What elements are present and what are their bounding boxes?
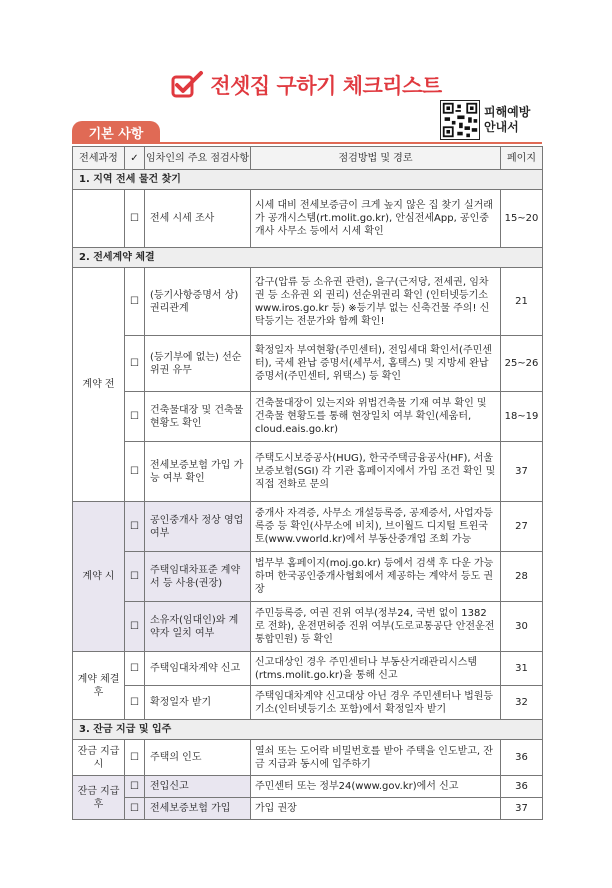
qr-label-line2: 안내서 [484, 120, 519, 134]
table-row [73, 190, 543, 248]
page-cell: 32 [501, 686, 543, 720]
table-row [73, 268, 543, 336]
row-checkbox[interactable]: ☐ [125, 268, 145, 336]
method-cell: 신고대상인 경우 주민센터나 부동산거래관리시스템(rtms.molit.go.kr)을 통해 신고 [251, 652, 501, 686]
table-row [73, 336, 543, 392]
title-area [0, 70, 612, 104]
table-row [73, 686, 543, 720]
phase-cell: 계약 전 [73, 268, 125, 502]
method-cell: 열쇠 또는 도어락 비밀번호를 받아 주택을 인도받고, 잔금 지급과 동시에 입주하기 [251, 740, 501, 776]
phase-cell [73, 190, 125, 248]
method-cell: 주택임대차계약 신고대상 아닌 경우 주민센터나 법원등기소(인터넷등기소 포함)에서 확정일자 받기 [251, 686, 501, 720]
table-row [73, 552, 543, 602]
page-cell: 36 [501, 740, 543, 776]
table-row [73, 602, 543, 652]
page-cell: 28 [501, 552, 543, 602]
section-title: 1. 지역 전세 물건 찾기 [73, 170, 543, 190]
method-cell: 시세 대비 전세보증금이 크게 높지 않은 집 찾기 실거래가 공개시스템(rt.molit.go.kr), 안심전세App, 공인중개사 사무소 등에서 시세 확인 [251, 190, 501, 248]
section-title: 3. 잔금 지급 및 입주 [73, 720, 543, 740]
page-cell: 37 [501, 442, 543, 502]
qr-code-icon[interactable] [440, 100, 480, 140]
row-checkbox[interactable]: ☐ [125, 652, 145, 686]
page-title [170, 70, 441, 100]
section-tag: 기본 사항 [72, 121, 160, 143]
header-row [73, 147, 543, 170]
table-row [73, 740, 543, 776]
item-cell: 전입신고 [145, 776, 251, 798]
phase-cell: 계약 체결 후 [73, 652, 125, 720]
page-cell: 27 [501, 502, 543, 552]
header-check: ✓ [125, 147, 145, 170]
method-cell: 중개사 자격증, 사무소 개설등록증, 공제증서, 사업자등록증 등 확인(사무소에 비치), 브이월드 디지털 트윈국토(www.vworld.kr)에서 부동산중개업 조회 가능 [251, 502, 501, 552]
qr-label [484, 105, 530, 135]
page-cell: 15~20 [501, 190, 543, 248]
item-cell: 전세보증보험 가입 가능 여부 확인 [145, 442, 251, 502]
page-cell: 25~26 [501, 336, 543, 392]
page-title-text: 전셋집 구하기 체크리스트 [210, 74, 442, 98]
page-cell: 36 [501, 776, 543, 798]
row-checkbox[interactable]: ☐ [125, 190, 145, 248]
method-cell: 주민등록증, 여권 진위 여부(정부24, 국번 없이 1382로 전화), 운전면허증 진위 여부(도로교통공단 안전운전 통합민원) 등 확인 [251, 602, 501, 652]
method-cell: 갑구(압류 등 소유권 관련), 을구(근저당, 전세권, 임차권 등 소유권 외 권리) 선순위권리 확인 (인터넷등기소 www.iros.go.kr 등) ※등기부 없는 신축건물 주의! 신탁등기는 전문가와 함께 확인! [251, 268, 501, 336]
page-cell: 30 [501, 602, 543, 652]
row-checkbox[interactable]: ☐ [125, 686, 145, 720]
item-cell: 주택의 인도 [145, 740, 251, 776]
item-cell: (등기부에 없는) 선순위권 유무 [145, 336, 251, 392]
table-row [73, 776, 543, 798]
row-checkbox[interactable]: ☐ [125, 392, 145, 442]
row-checkbox[interactable]: ☐ [125, 442, 145, 502]
header-method: 점검방법 및 경로 [251, 147, 501, 170]
method-cell: 주택도시보증공사(HUG), 한국주택금융공사(HF), 서울보증보험(SGI) 각 기관 홈페이지에서 가입 조건 확인 및 직접 전화로 문의 [251, 442, 501, 502]
section-row [73, 720, 543, 740]
item-cell: 전세보증보험 가입 [145, 798, 251, 820]
table-row [73, 798, 543, 820]
item-cell: 건축물대장 및 건축물 현황도 확인 [145, 392, 251, 442]
item-cell: (등기사항증명서 상) 권리관계 [145, 268, 251, 336]
table-row [73, 442, 543, 502]
item-cell: 공인중개사 정상 영업 여부 [145, 502, 251, 552]
row-checkbox[interactable]: ☐ [125, 798, 145, 820]
table-row [73, 392, 543, 442]
checkbox-check-icon [170, 70, 204, 100]
section-row [73, 248, 543, 268]
header-phase: 전세과정 [73, 147, 125, 170]
page-cell: 31 [501, 652, 543, 686]
table-row [73, 652, 543, 686]
row-checkbox[interactable]: ☐ [125, 602, 145, 652]
method-cell: 가입 권장 [251, 798, 501, 820]
section-title: 2. 전세계약 체결 [73, 248, 543, 268]
row-checkbox[interactable]: ☐ [125, 776, 145, 798]
item-cell: 확정일자 받기 [145, 686, 251, 720]
table-row [73, 502, 543, 552]
method-cell: 건축물대장이 있는지와 위법건축물 기재 여부 확인 및 건축물 현황도를 통해 현장일치 여부 확인(세움터, cloud.eais.go.kr) [251, 392, 501, 442]
checklist-table [72, 146, 543, 820]
method-cell: 주민센터 또는 정부24(www.gov.kr)에서 신고 [251, 776, 501, 798]
header-page: 페이지 [501, 147, 543, 170]
qr-block [440, 100, 530, 140]
item-cell: 전세 시세 조사 [145, 190, 251, 248]
phase-cell: 계약 시 [73, 502, 125, 652]
item-cell: 주택임대차계약 신고 [145, 652, 251, 686]
item-cell: 주택임대차표준 계약서 등 사용(권장) [145, 552, 251, 602]
phase-cell: 잔금 지급 후 [73, 776, 125, 820]
page-cell: 18~19 [501, 392, 543, 442]
section-tag-underline [72, 142, 542, 144]
row-checkbox[interactable]: ☐ [125, 336, 145, 392]
page-cell: 37 [501, 798, 543, 820]
phase-cell: 잔금 지급 시 [73, 740, 125, 776]
page-cell: 21 [501, 268, 543, 336]
item-cell: 소유자(임대인)와 계약자 일치 여부 [145, 602, 251, 652]
section-row [73, 170, 543, 190]
row-checkbox[interactable]: ☐ [125, 502, 145, 552]
header-item: 임차인의 주요 점검사항 [145, 147, 251, 170]
method-cell: 법무부 홈페이지(moj.go.kr) 등에서 검색 후 다운 가능하며 한국공인중개사협회에서 제공하는 계약서 등도 권장 [251, 552, 501, 602]
qr-label-line1: 피해예방 [484, 105, 531, 119]
method-cell: 확정일자 부여현황(주민센터), 전입세대 확인서(주민센터), 국세 완납 증명서(세무서, 홈택스) 및 지방세 완납 증명서(주민센터, 위택스) 등 확인 [251, 336, 501, 392]
row-checkbox[interactable]: ☐ [125, 740, 145, 776]
row-checkbox[interactable]: ☐ [125, 552, 145, 602]
